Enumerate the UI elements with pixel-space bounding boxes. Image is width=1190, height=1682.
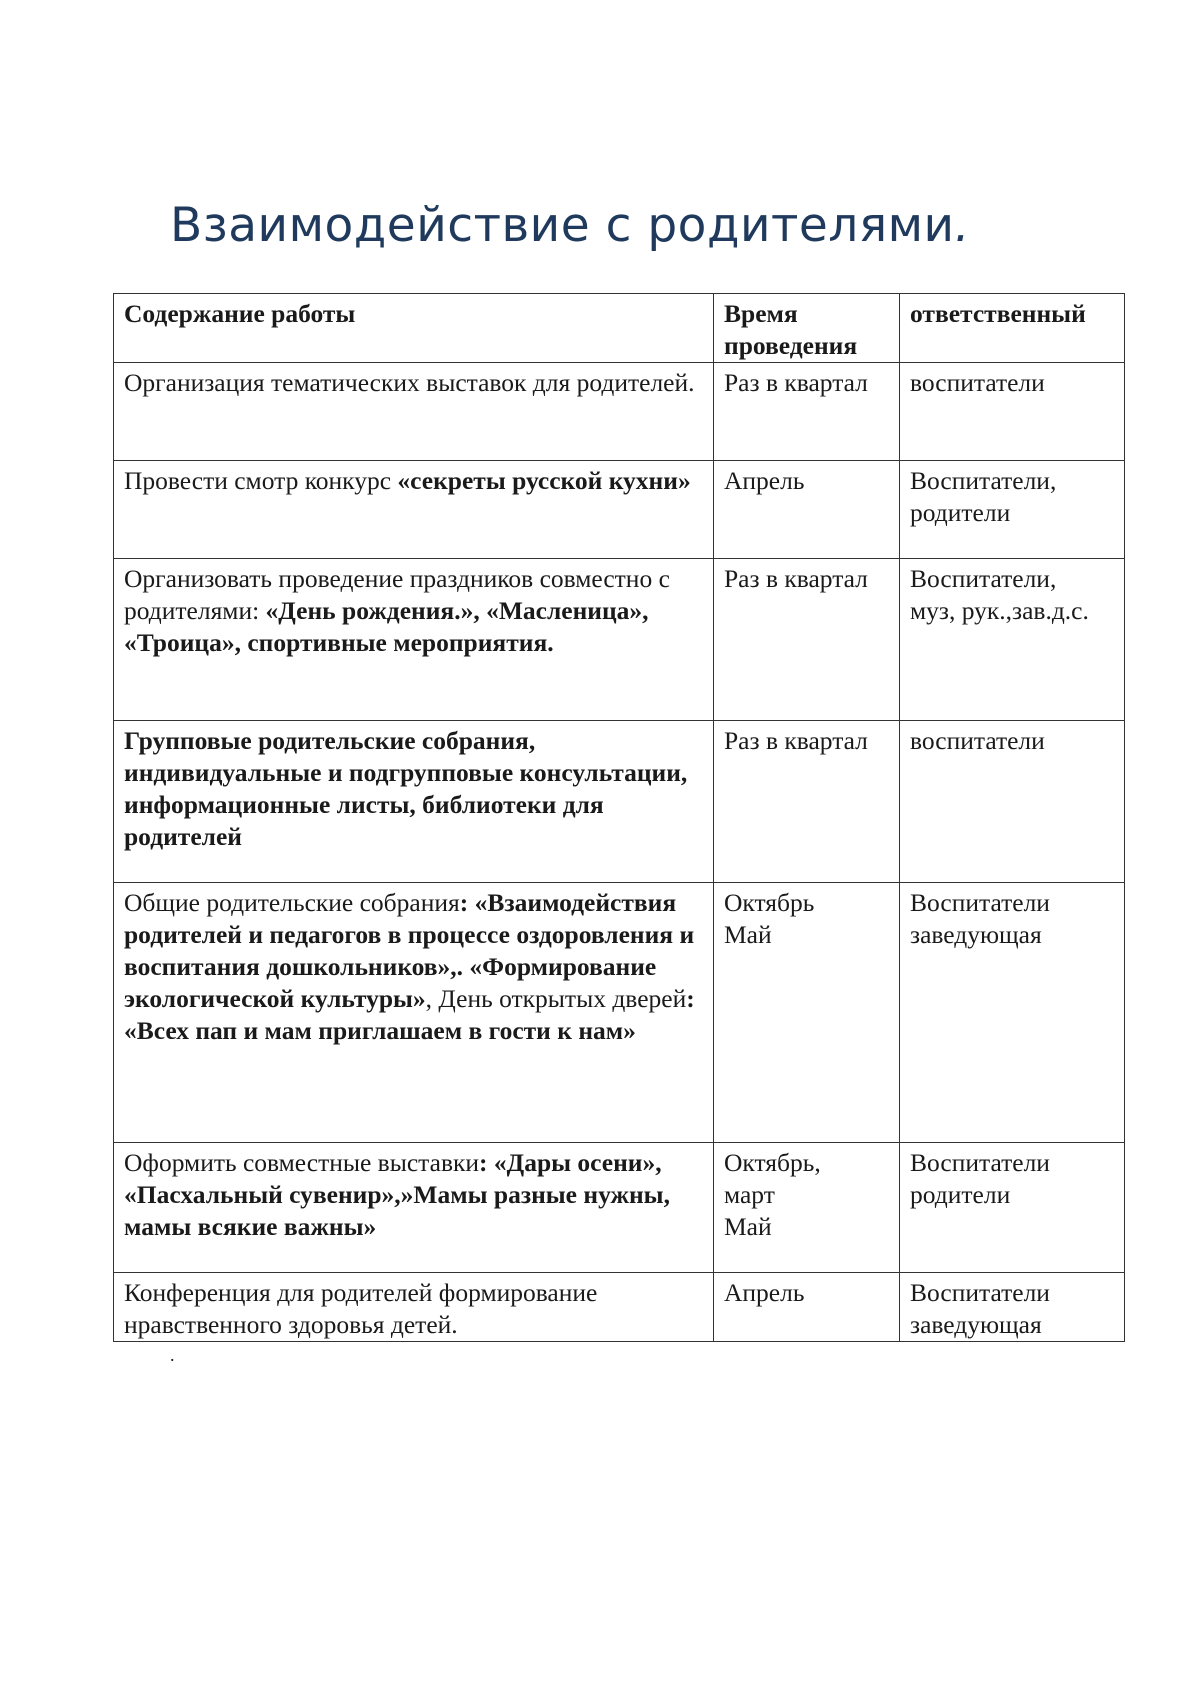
content-bold-text: : «Всех пап и мам приглашаем в гости к нам»	[124, 984, 695, 1045]
cell-responsible-line: воспитатели	[910, 726, 1045, 755]
cell-responsible	[900, 721, 1125, 883]
table-header-row	[114, 294, 1125, 363]
cell-content	[114, 559, 714, 721]
content-text: Общие родительские собрания	[124, 888, 460, 917]
cell-content	[114, 721, 714, 883]
cell-time	[714, 363, 900, 461]
cell-responsible-line: заведующая	[910, 1310, 1042, 1339]
cell-time	[714, 883, 900, 1143]
cell-responsible-line: родители	[910, 1180, 1011, 1209]
page-title-period: .	[954, 198, 971, 253]
cell-time-line: Раз в квартал	[724, 368, 868, 397]
content-text: , День открытых дверей	[425, 984, 687, 1013]
content-bold-text: Групповые родительские собрания, индивидуальные и подгрупповые консультации, информационные листы, библиотеки для родителей	[124, 726, 688, 851]
cell-responsible	[900, 883, 1125, 1143]
cell-responsible-line: Воспитатели,	[910, 466, 1057, 495]
cell-content	[114, 1143, 714, 1273]
cell-responsible	[900, 1273, 1125, 1342]
cell-time-line: Октябрь,	[724, 1148, 821, 1177]
table-row	[114, 1273, 1125, 1342]
cell-responsible	[900, 1143, 1125, 1273]
cell-responsible-line: Воспитатели	[910, 888, 1050, 917]
content-text: Оформить совместные выставки	[124, 1148, 480, 1177]
table-row	[114, 721, 1125, 883]
cell-responsible-line: муз, рук.,зав.д.с.	[910, 596, 1089, 625]
cell-time	[714, 461, 900, 559]
cell-time	[714, 1273, 900, 1342]
cell-time	[714, 1143, 900, 1273]
cell-time-line: Май	[724, 920, 772, 949]
cell-content	[114, 461, 714, 559]
cell-time	[714, 559, 900, 721]
table-row	[114, 461, 1125, 559]
cell-time-line: март	[724, 1180, 775, 1209]
cell-time-line: Раз в квартал	[724, 564, 868, 593]
cell-responsible-line: родители	[910, 498, 1011, 527]
content-text: Организация тематических выставок для родителей.	[124, 368, 695, 397]
table-row	[114, 883, 1125, 1143]
content-text: Конференция для родителей формирование нравственного здоровья детей.	[124, 1278, 598, 1339]
cell-time-line: Апрель	[724, 466, 805, 495]
content-text: Провести смотр конкурс	[124, 466, 398, 495]
header-content: Содержание работы	[114, 294, 714, 363]
cell-content	[114, 1273, 714, 1342]
page-title-text: Взаимодействие с родителями	[170, 198, 955, 253]
cell-responsible-line: Воспитатели	[910, 1148, 1050, 1177]
content-bold-text: «День рождения.», «Масленица», «Троица», спортивные мероприятия.	[124, 596, 649, 657]
table-row	[114, 363, 1125, 461]
cell-time-line: Октябрь	[724, 888, 815, 917]
cell-content	[114, 363, 714, 461]
cell-time-line: Май	[724, 1212, 772, 1241]
header-time: Время проведения	[714, 294, 900, 363]
cell-time-line: Раз в квартал	[724, 726, 868, 755]
cell-responsible-line: Воспитатели,	[910, 564, 1057, 593]
table-row	[114, 1143, 1125, 1273]
content-bold-text: : «Взаимодействия родителей и педагогов в процессе оздоровления и воспитания дошкольников»,. «Формирование экологической культуры»	[124, 888, 695, 1013]
cell-responsible-line: воспитатели	[910, 368, 1045, 397]
footnote-mark: .	[170, 1345, 175, 1365]
cell-responsible-line: заведующая	[910, 920, 1042, 949]
content-bold-text: : «Дары осени», «Пасхальный сувенир»,»Мамы разные нужны, мамы всякие важны»	[124, 1148, 670, 1241]
cell-responsible	[900, 461, 1125, 559]
cell-responsible	[900, 363, 1125, 461]
content-bold-text: «секреты русской кухни»	[397, 466, 691, 495]
cell-time-line: Апрель	[724, 1278, 805, 1307]
cell-time	[714, 721, 900, 883]
cell-responsible	[900, 559, 1125, 721]
header-responsible: ответственный	[900, 294, 1125, 363]
table-row	[114, 559, 1125, 721]
cell-responsible-line: Воспитатели	[910, 1278, 1050, 1307]
page-title	[170, 198, 970, 253]
parent-interaction-table	[113, 293, 1125, 1342]
content-text: Организовать проведение праздников совместно с родителями:	[124, 564, 670, 625]
cell-content	[114, 883, 714, 1143]
